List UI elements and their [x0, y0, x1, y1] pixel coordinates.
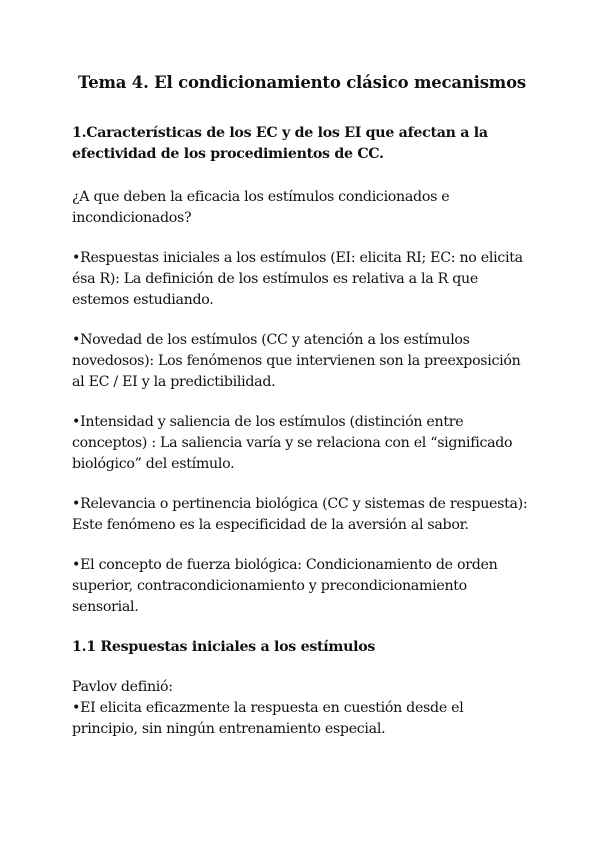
pavlov-bullet: •EI elicita eficazmente la respuesta en cuestión desde el principio, sin ningún entrenamiento especial. — [72, 700, 464, 737]
pavlov-intro: Pavlov definió: — [72, 679, 173, 695]
bullet-paragraph: •El concepto de fuerza biológica: Condicionamiento de orden superior, contracondicionamiento y precondicionamiento sensorial. — [72, 557, 498, 615]
bullet-paragraph: •Intensidad y saliencia de los estímulos (distinción entre conceptos) : La saliencia varía y se relaciona con el “significado biológico” del estímulo. — [72, 414, 513, 472]
document-title: Tema 4. El condicionamiento clásico mecanismos — [78, 73, 526, 92]
intro-question: ¿A que deben la eficacia los estímulos condicionados e incondicionados? — [72, 189, 450, 226]
section-heading: 1.Características de los EC y de los EI que afectan a la efectividad de los procedimientos de CC. — [72, 125, 488, 162]
bullet-paragraph: •Novedad de los estímulos (CC y atención a los estímulos novedosos): Los fenómenos que intervienen son la preexposición al EC / EI y la predictibilidad. — [72, 332, 521, 390]
document-page — [72, 70, 532, 759]
subsection-heading: 1.1 Respuestas iniciales a los estímulos — [72, 639, 376, 655]
bullet-paragraph: •Respuestas iniciales a los estímulos (EI: elicita RI; EC: no elicita ésa R): La definición de los estímulos es relativa a la R que estemos estudiando. — [72, 250, 523, 308]
bullet-paragraph: •Relevancia o pertinencia biológica (CC y sistemas de respuesta): Este fenómeno es la especificidad de la aversión al sabor. — [72, 496, 528, 533]
